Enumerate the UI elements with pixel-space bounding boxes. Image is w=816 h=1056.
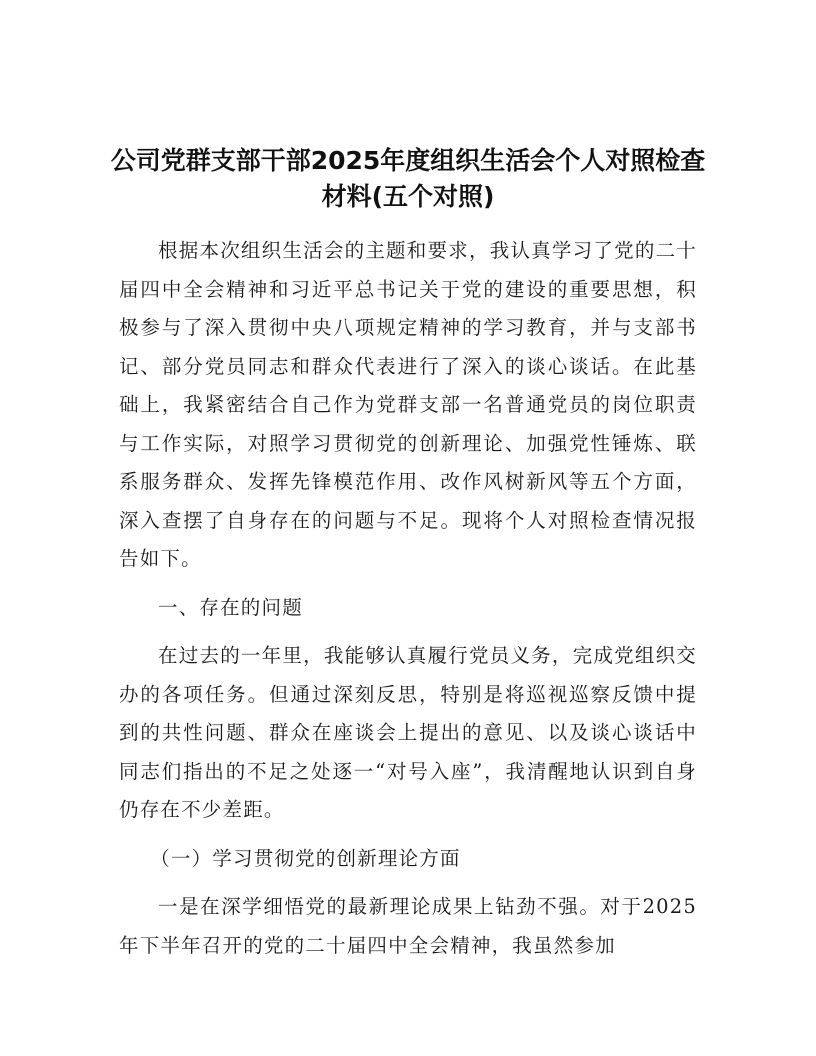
document-body — [119, 232, 697, 965]
document-title: 公司党群支部干部2025年度组织生活会个人对照检查材料(五个对照) — [110, 146, 706, 211]
subsection-heading-theory: （一）学习贯彻党的创新理论方面 — [150, 846, 461, 870]
intro-paragraph: 根据本次组织生活会的主题和要求，我认真学习了党的二十届四中全会精神和习近平总书记关于党的建设的重要思想，积极参与了深入贯彻中央八项规定精神的学习教育，并与支部书记、部分党员同志和群众代表进行了深入的谈心谈话。在此基础上，我紧密结合自己作为党群支部一名普通党员的岗位职责与工作实际，对照学习贯彻党的创新理论、加强党性锤炼、联系服务群众、发挥先锋模范作用、改作风树新风等五个方面，深入查摆了自身存在的问题与不足。现将个人对照检查情况报告如下。 — [119, 239, 697, 570]
section-heading-problems: 一、存在的问题 — [158, 595, 303, 619]
subsection-paragraph: 一是在深学细悟党的最新理论成果上钻劲不强。对于2025 年下半年召开的党的二十届四中全会精神，我虽然参加 — [119, 895, 697, 957]
section-intro-paragraph: 在过去的一年里，我能够认真履行党员义务，完成党组织交办的各项任务。但通过深刻反思，特别是将巡视巡察反馈中提到的共性问题、群众在座谈会上提出的意见、以及谈心谈话中同志们指出的不足之处逐一“对号入座”，我清醒地认识到自身仍存在不少差距。 — [119, 644, 697, 821]
